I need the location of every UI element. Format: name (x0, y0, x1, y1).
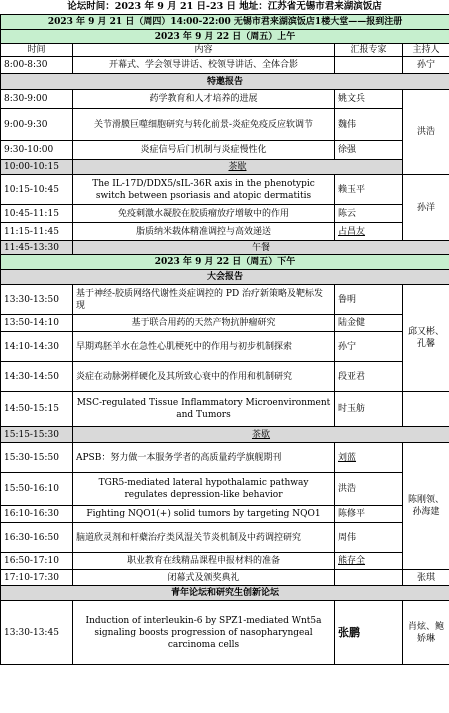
table-row: 10:15-10:45 The IL-17D/DDX5/sIL-36R axis in the phenotypic switch between psoriasis and atopic dermatitis 赖玉平 孙洋 (1, 175, 449, 205)
col-time-header: 时间 (1, 44, 73, 57)
host-cell: 邱又彬、孔馨 (403, 285, 449, 392)
forum-header: 论坛时间：2023 年 9 月 21 日-23 日 地址：江苏省无锡市君来湖滨饭店 (67, 1, 382, 12)
special-report-heading: 特邀报告 (1, 74, 449, 90)
table-row: 15:50-16:10 TGR5-mediated lateral hypothalamic pathway regulates depression-like behavior 洪浩 (1, 473, 449, 506)
table-row: 8:00-8:30 开幕式、学会领导讲话、校领导讲话、全体合影 孙宁 (1, 57, 449, 74)
schedule-table (0, 14, 449, 665)
tea-break: 茶歇 (73, 160, 403, 175)
host-cell: 孙洋 (403, 175, 449, 241)
table-row: 14:30-14:50 炎症在动脉粥样硬化及其所致心衰中的作用和机制研究 段亚君 (1, 362, 449, 392)
table-row: 17:10-17:30 闭幕式及颁奖典礼 张琪 (1, 570, 449, 586)
youth-forum-heading: 青年论坛和研究生创新论坛 (1, 586, 449, 601)
table-row: 16:50-17:10 职业教育在线精品课程申报材料的准备 熊存全 (1, 553, 449, 570)
plenary-heading: 大会报告 (1, 270, 449, 285)
host-cell: 洪浩 (403, 90, 449, 175)
table-row: 10:45-11:15 免疫刺激水凝胶在胶质瘤放疗增敏中的作用 陈云 (1, 205, 449, 223)
table-row: 14:10-14:30 早期鸡胚羊水在急性心肌梗死中的作用与初步机制探索 孙宁 (1, 332, 449, 362)
table-row: 8:30-9:00 药学教育和人才培养的进展 姚文兵 洪浩 (1, 90, 449, 109)
break-time: 10:00-10:15 (1, 160, 73, 175)
table-row: 16:10-16:30 Fighting NQO1(+) solid tumors by targeting NQO1 陈修平 (1, 506, 449, 523)
col-host-header: 主持人 (403, 44, 449, 57)
day-am-heading: 2023 年 9 月 22 日（周五）上午 (1, 30, 449, 44)
table-row: 14:50-15:15 MSC-regulated Tissue Inflammatory Microenvironment and Tumors 时玉舫 (1, 392, 449, 427)
col-speaker-header: 汇报专家 (335, 44, 403, 57)
table-row: 13:30-13:50 基于神经-胶质网络代谢性炎症调控的 PD 治疗新策略及靶标发现 鲁明 邱又彬、孔馨 (1, 285, 449, 315)
host-cell: 陈刚领、孙海建 (403, 443, 449, 570)
table-row: 11:15-11:45 脂质纳米载体精准调控与高效递送 占昌友 (1, 223, 449, 241)
lunch-break: 午餐 (73, 241, 449, 255)
registration-row: 2023 年 9 月 21 日（周四）14:00-22:00 无锡市君来湖滨饭店1楼大堂——报到注册 (1, 15, 449, 30)
tea-break: 茶歇 (73, 427, 449, 443)
break-time: 15:15-15:30 (1, 427, 73, 443)
day-pm-heading: 2023 年 9 月 22 日（周五）下午 (1, 255, 449, 270)
table-row: 16:30-16:50 脑道欣灵剂和杆蘗治疗类风湿关节炎机制及中药调控研究 周伟 (1, 523, 449, 553)
table-row: 15:30-15:50 APSB：努力做一本服务学者的高质量药学旗舰期刊 刘蓝 陈刚领、孙海建 (1, 443, 449, 473)
col-content-header: 内容 (73, 44, 335, 57)
table-row: 13:50-14:10 基于联合用药的天然产物抗肿瘤研究 陆金健 (1, 315, 449, 332)
table-row: 13:30-13:45 Induction of interleukin-6 by SPZ1-mediated Wnt5a signaling boosts progression of nasopharyngeal carcinoma cells 张鹏 肖炫、鲍娇琳 (1, 601, 449, 665)
break-time: 11:45-13:30 (1, 241, 73, 255)
table-row: 9:00-9:30 关节滑膜巨噬细胞研究与转化前景-炎症免疫反应软调节 魏伟 (1, 109, 449, 141)
table-row: 9:30-10:00 炎症信号后门机制与炎症慢性化 徐强 (1, 141, 449, 160)
